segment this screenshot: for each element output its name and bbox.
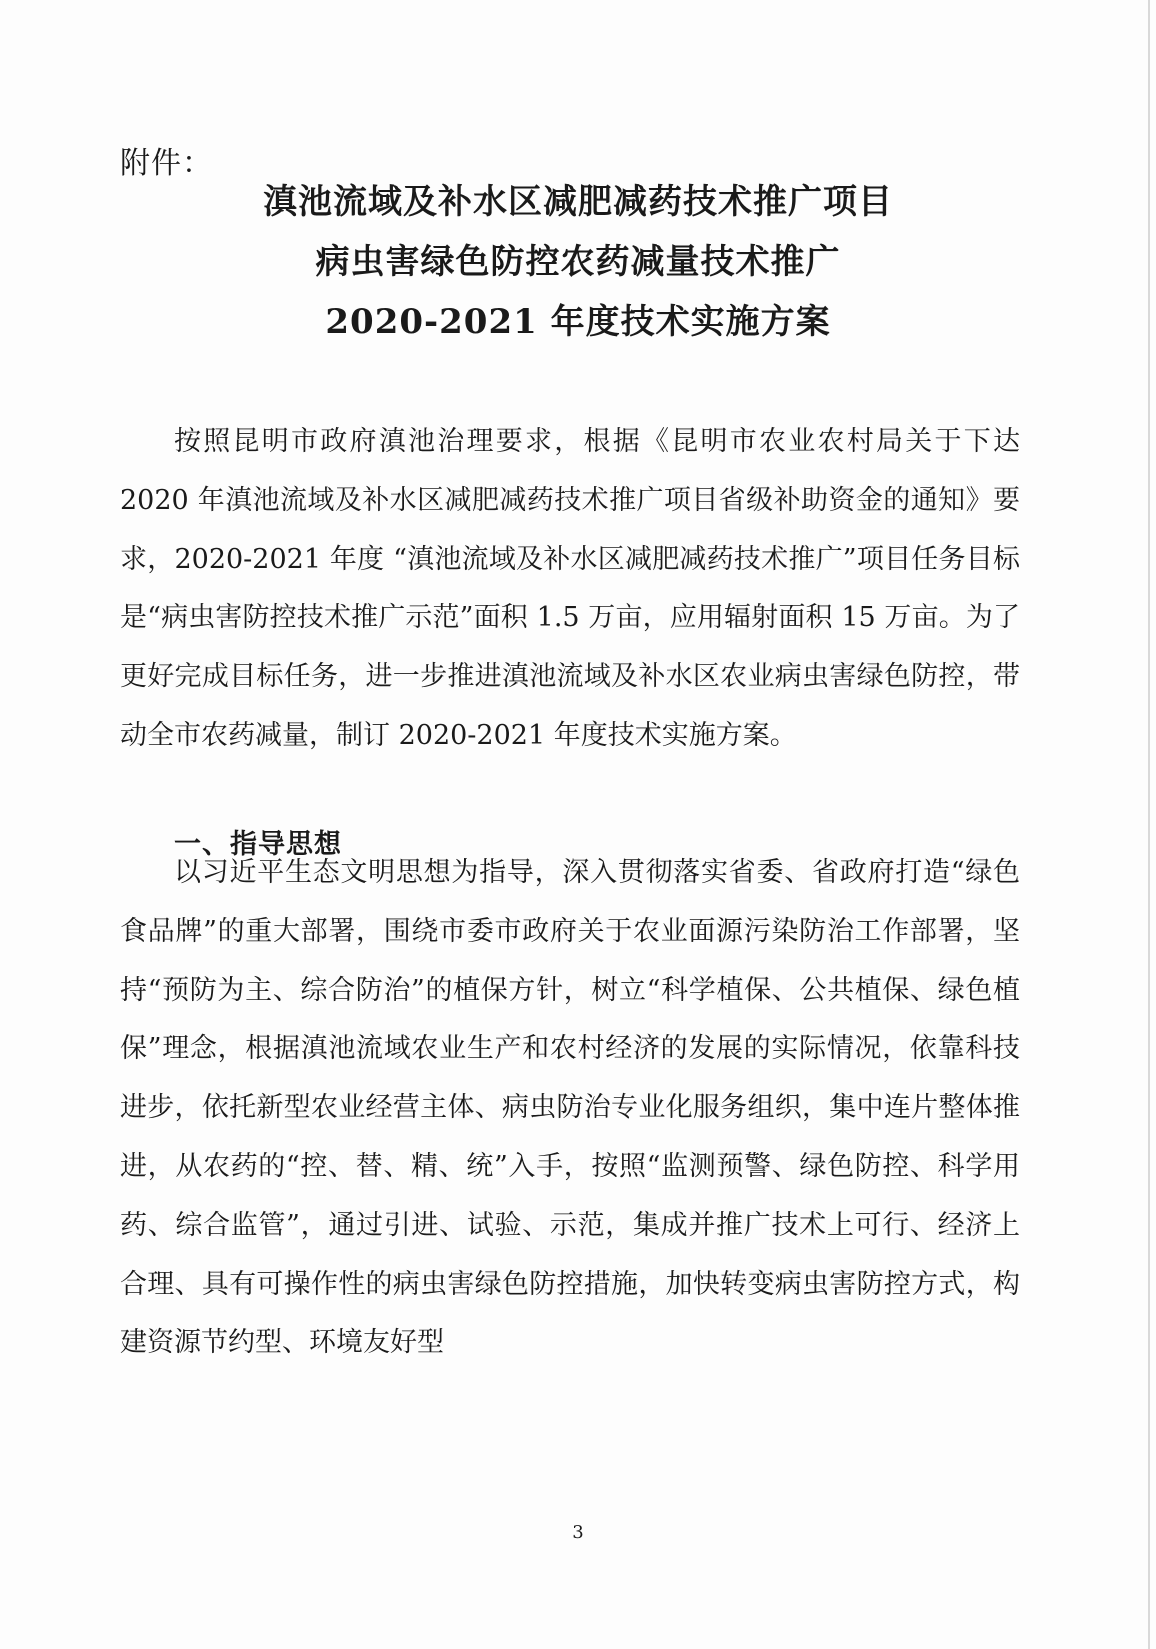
- page-number: 3: [572, 1522, 584, 1543]
- title-line-3: 2020-2021 年度技术实施方案: [325, 302, 831, 342]
- document-title: [0, 172, 1156, 352]
- title-line-2: 病虫害绿色防控农药减量技术推广: [315, 242, 841, 282]
- guiding-paragraph: 以习近平生态文明思想为指导，深入贯彻落实省委、省政府打造“绿色食品牌”的重大部署，围绕市委市政府关于农业面源污染防治工作部署，坚持“预防为主、综合防治”的植保方针，树立“科学植保、公共植保、绿色植保”理念，根据滇池流域农业生产和农村经济的发展的实际情况，依靠科技进步，依托新型农业经营主体、病虫防治专业化服务组织，集中连片整体推进，从农药的“控、替、精、统”入手，按照“监测预警、绿色防控、科学用药、综合监管”，通过引进、试验、示范，集成并推广技术上可行、经济上合理、具有可操作性的病虫害绿色防控措施，加快转变病虫害防控方式，构建资源节约型、环境友好型: [120, 857, 1020, 1359]
- intro-paragraph: 按照昆明市政府滇池治理要求，根据《昆明市农业农村局关于下达 2020 年滇池流域及补水区减肥减药技术推广项目省级补助资金的通知》要求，2020-2021 年度 “滇池流域及补水区减肥减药技术推广”项目任务目标是“病虫害防控技术推广示范”面积 1.5 万亩，应用辐射面积 15 万亩。为了更好完成目标任务，进一步推进滇池流域及补水区农业病虫害绿色防控，带动全市农药减量，制订 2020-2021 年度技术实施方案。: [120, 426, 1020, 751]
- section-heading: 一、指导思想: [174, 829, 342, 860]
- title-line-1: 滇池流域及补水区减肥减药技术推广项目: [263, 182, 893, 222]
- page-edge-divider: [1148, 0, 1150, 1649]
- attachment-label: 附件：: [120, 146, 213, 181]
